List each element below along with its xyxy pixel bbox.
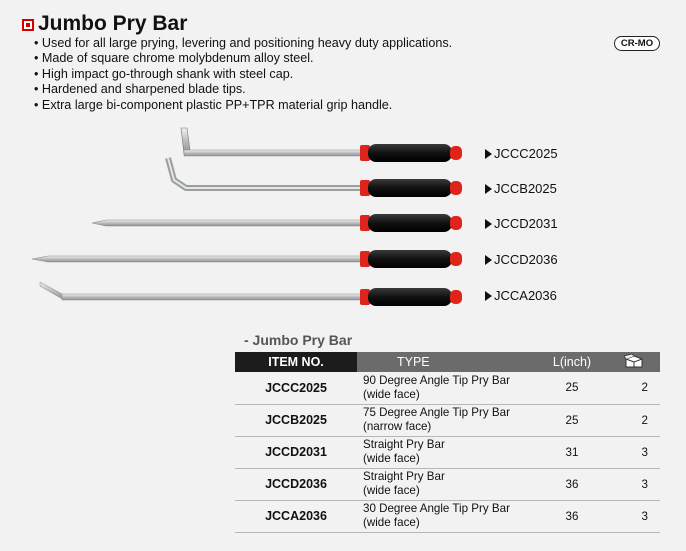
header-item-no: ITEM NO. xyxy=(235,352,357,372)
page-title: Jumbo Pry Bar xyxy=(38,12,188,35)
pry-bar-jccc2025-image xyxy=(181,128,462,162)
product-label-jccd2031 xyxy=(485,216,558,231)
type-line: 30 Degree Angle Tip Pry Bar xyxy=(363,502,510,515)
pry-bar-jcca2036-image xyxy=(40,282,462,306)
box-icon xyxy=(624,353,644,369)
type-line: (wide face) xyxy=(363,452,420,465)
pry-bar-jccd2036-image xyxy=(32,250,462,268)
material-badge: CR-MO xyxy=(614,36,660,51)
type-line: Straight Pry Bar xyxy=(363,470,445,483)
feature-item: • Made of square chrome molybdenum alloy steel. xyxy=(34,51,452,66)
item-quantity: 2 xyxy=(607,404,660,436)
arrow-right-icon xyxy=(485,255,492,265)
header-quantity xyxy=(607,352,660,372)
table-row xyxy=(235,372,660,404)
product-code: JCCD2031 xyxy=(494,216,558,231)
item-type xyxy=(357,372,537,404)
type-line: (narrow face) xyxy=(363,420,432,433)
type-line: 75 Degree Angle Tip Pry Bar xyxy=(363,406,510,419)
type-line: (wide face) xyxy=(363,516,420,529)
arrow-right-icon xyxy=(485,219,492,229)
item-type xyxy=(357,500,537,532)
type-line: Straight Pry Bar xyxy=(363,438,445,451)
table-row xyxy=(235,500,660,532)
item-quantity: 3 xyxy=(607,436,660,468)
feature-item: • Used for all large prying, levering and positioning heavy duty applications. xyxy=(34,36,452,51)
product-code: JCCA2036 xyxy=(494,288,557,303)
item-type xyxy=(357,436,537,468)
product-code: JCCC2025 xyxy=(494,146,558,161)
table-row xyxy=(235,468,660,500)
product-label-jccb2025 xyxy=(485,181,557,196)
table-header-row xyxy=(235,352,660,372)
header-type: TYPE xyxy=(357,352,537,372)
item-code: JCCB2025 xyxy=(235,404,357,436)
arrow-right-icon xyxy=(485,291,492,301)
feature-item: • Hardened and sharpened blade tips. xyxy=(34,82,452,97)
item-code: JCCA2036 xyxy=(235,500,357,532)
spec-table xyxy=(235,352,660,533)
item-type xyxy=(357,404,537,436)
type-line: 90 Degree Angle Tip Pry Bar xyxy=(363,373,510,387)
table-row xyxy=(235,436,660,468)
item-length: 25 xyxy=(537,372,607,404)
product-label-jccc2025 xyxy=(485,146,558,161)
table-row xyxy=(235,404,660,436)
arrow-right-icon xyxy=(485,149,492,159)
table-section-title: - Jumbo Pry Bar xyxy=(244,332,353,348)
arrow-right-icon xyxy=(485,184,492,194)
item-quantity: 3 xyxy=(607,468,660,500)
pry-bar-jccb2025-image xyxy=(168,158,462,197)
product-label-jcca2036 xyxy=(485,288,557,303)
item-quantity: 2 xyxy=(607,372,660,404)
feature-item: • Extra large bi-component plastic PP+TPR material grip handle. xyxy=(34,98,452,113)
item-length: 25 xyxy=(537,404,607,436)
item-quantity: 3 xyxy=(607,500,660,532)
item-code: JCCC2025 xyxy=(235,372,357,404)
item-length: 36 xyxy=(537,468,607,500)
item-code: JCCD2036 xyxy=(235,468,357,500)
type-line: (wide face) xyxy=(363,484,420,497)
header-length: L(inch) xyxy=(537,352,607,372)
product-code: JCCD2036 xyxy=(494,252,558,267)
item-length: 36 xyxy=(537,500,607,532)
type-line: (wide face) xyxy=(363,387,420,401)
item-code: JCCD2031 xyxy=(235,436,357,468)
item-type xyxy=(357,468,537,500)
pry-bar-jccd2031-image xyxy=(92,214,462,232)
product-code: JCCB2025 xyxy=(494,181,557,196)
item-length: 31 xyxy=(537,436,607,468)
feature-item: • High impact go-through shank with steel cap. xyxy=(34,67,452,82)
product-label-jccd2036 xyxy=(485,252,558,267)
